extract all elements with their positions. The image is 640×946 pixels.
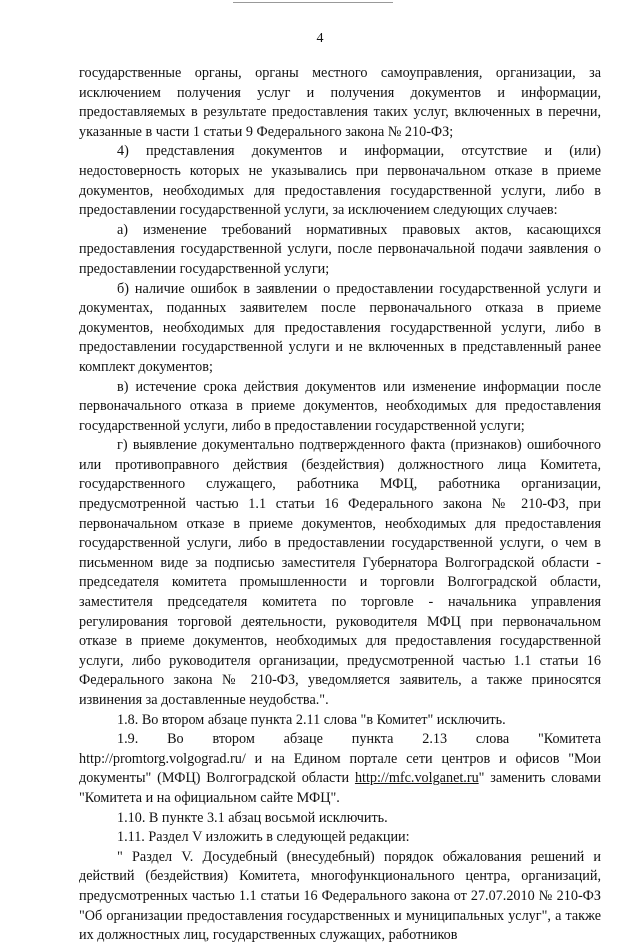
document-body (79, 64, 601, 946)
text-part: " заменить словами "Комитета и на официальном сайте МФЦ". (79, 770, 601, 806)
mfc-link[interactable]: http://mfc.volganet.ru (354, 770, 479, 787)
page-number: 4 (316, 31, 324, 46)
paragraph-amendment-1-10: 1.10. В пункте 3.1 абзац восьмой исключить. (117, 809, 388, 826)
paragraph-continuation: государственные органы, органы местного самоуправления, организации, за исключением получения услуг и получения документов и информации, предоставляемых в результате предоставления таких услуг, включенных в перечни, указанные в части 1 статьи 9 Федерального закона № 210-ФЗ; (79, 65, 601, 140)
paragraph-amendment-1-11: 1.11. Раздел V изложить в следующей редакции: (117, 829, 410, 846)
word: "Комитета (537, 731, 602, 748)
word: абзаце (283, 731, 323, 748)
word: Во (167, 731, 184, 748)
paragraph-section-v: " Раздел V. Досудебный (внесудебный) порядок обжалования решений и действий (бездействия) Комитета, многофункционального центра, организаций, предусмотренных частью 1.1 статьи 16 Федерального закона от 27.07.2010 № 210-ФЗ "Об организации предоставления государственных и муниципальных услуг", а также их должностных лиц, государственных служащих, работников (79, 848, 601, 944)
word: слова (475, 731, 510, 748)
word: пункта (351, 731, 394, 748)
paragraph-subitem-a: а) изменение требований нормативных правовых актов, касающихся предоставления государственной услуги, после первоначальной подачи заявления о предоставлении государственной услуги; (79, 221, 601, 277)
paragraph-amendment-1-9-first-line (79, 730, 601, 750)
paragraph-subitem-g: г) выявление документально подтвержденного факта (признаков) ошибочного или противоправного действия (бездействия) должностного лица Комитета, государственного служащего, работника МФЦ, работника организации, предусмотренной частью 1.1 статьи 16 Федерального закона № 210-ФЗ, при первоначальном отказе в приеме документов, необходимых для предоставления государственной услуги, либо в предоставлении государственной услуги, о чем в письменном виде за подписью заместителя Губернатора Волгоградской области - председателя комитета промышленности и торговли Волгоградской области, заместителя председателя комитета по торговле - начальника управления регулирования торговой деятельности, руководителя МФЦ при первоначальном отказе в приеме документов, необходимых для предоставления государственной услуги, либо руководителя организации, предусмотренной частью 1.1 статьи 16 Федерального закона № 210-ФЗ, уведомляется заявитель, а также приносятся извинения за доставленные неудобства.". (79, 437, 601, 708)
paragraph-amendment-1-9-rest (79, 750, 601, 809)
paragraph-amendment-1-8: 1.8. Во втором абзаце пункта 2.11 слова "в Комитет" исключить. (117, 711, 506, 728)
paragraph-subitem-b: б) наличие ошибок в заявлении о предоставлении государственной услуги и документах, поданных заявителем после первоначального отказа в приеме документов, необходимых для предоставления государственной услуги, либо в предоставлении государственной услуги и не включенных в представленный ранее комплект документов; (79, 280, 601, 375)
text-part: http://promtorg.volgograd.ru/ и на Едином портале сети центров и офисов "Мои документы" (МФЦ) Волгоградской области (79, 750, 601, 787)
paragraph-item-4: 4) представления документов и информации, отсутствие и (или) недостоверность которых не указывались при первоначальном отказе в приеме документов, необходимых для предоставления государственной услуги, либо в предоставлении государственной услуги, за исключением следующих случаев: (79, 143, 601, 219)
word: втором (212, 731, 255, 748)
word: 2.13 (422, 731, 448, 748)
word: 1.9. (117, 731, 139, 748)
paragraph-subitem-v: в) истечение срока действия документов или изменение информации после первоначального отказа в приеме документов, необходимых для предоставления государственной услуги, либо в предоставлении государственной услуги; (79, 378, 601, 434)
page-top-edge-mark (233, 2, 393, 3)
